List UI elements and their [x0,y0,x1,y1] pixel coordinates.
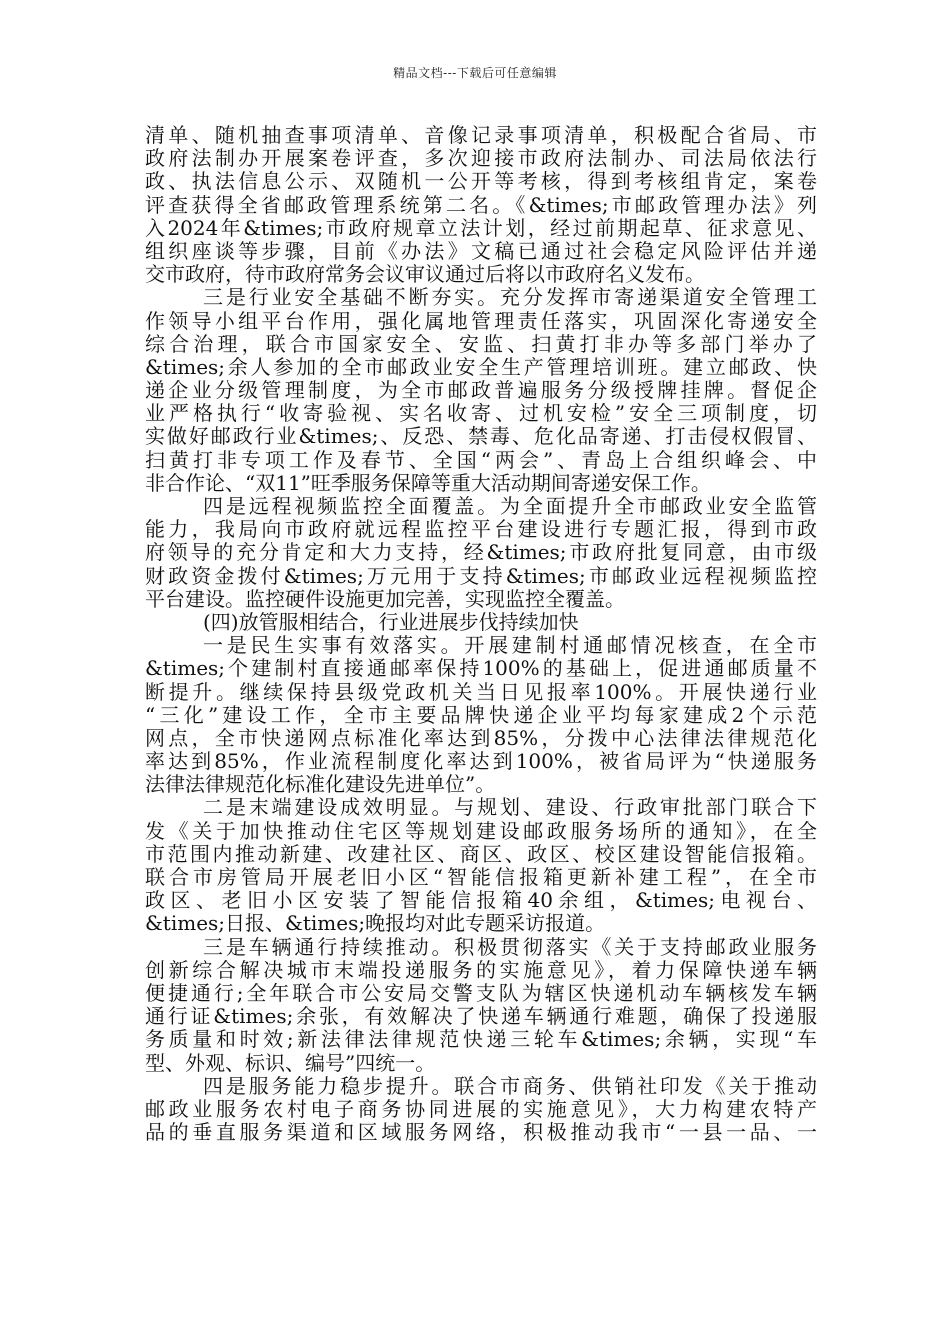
text-line: 政府法制办开展案卷评查，多次迎接市政府法制办、司法局依法行 [145,147,817,171]
text-line: “三化”建设工作，全市主要品牌快递企业平均每家建成2个示范 [145,703,817,727]
text-line: 扫黄打非专项工作及春节、全国“两会”、青岛上合组织峰会、中 [145,448,817,472]
text-line: 四是服务能力稳步提升。联合市商务、供销社印发《关于推动 [203,1074,817,1098]
text-line: 入2024年&times;市政府规章立法计划，经过前期起草、征求意见、 [145,216,817,240]
text-line: 三是车辆通行持续推动。积极贯彻落实《关于支持邮政业服务 [203,935,817,959]
text-line: 联合市房管局开展老旧小区“智能信报箱更新补建工程”，在全市 [145,866,817,889]
text-line: 三是行业安全基础不断夯实。充分发挥市寄递渠道安全管理工 [203,286,817,310]
text-line: 型、外观、标识、编号”四统一。 [145,1051,436,1075]
text-line: 一是民生实事有效落实。开展建制村通邮情况核查，在全市 [203,634,817,658]
page-header: 精品文档---下载后可任意编辑 [393,66,557,80]
text-line: &times;余人参加的全市邮政业安全生产管理培训班。建立邮政、快 [145,355,817,379]
text-line: 交市政府，待市政府常务会议审议通过后将以市政府名义发布。 [145,263,705,287]
text-line: (四)放管服相结合，行业进展步伐持续加快 [203,610,579,634]
text-line: 二是末端建设成效明显。与规划、建设、行政审批部门联合下 [203,796,817,820]
text-line: 清单、随机抽查事项清单、音像记录事项清单，积极配合省局、市 [145,124,817,147]
text-line: &times;个建制村直接通邮率保持100%的基础上，促进通邮质量不 [145,657,817,681]
text-line: 邮政业服务农村电子商务协同进展的实施意见》，大力构建农特产 [145,1097,817,1121]
text-line: 能力，我局向市政府就远程监控平台建设进行专题汇报，得到市政 [145,518,817,542]
text-line: 递企业分级管理制度，为全市邮政普遍服务分级授牌挂牌。督促企 [145,379,817,403]
text-line: 法律法律规范化标准化建设先进单位”。 [145,773,496,797]
text-line: 市范围内推动新建、改建社区、商区、政区、校区建设智能信报箱。 [145,842,817,866]
text-line: 网点，全市快递网点标准化率达到85%，分拨中心法律法律规范化 [145,726,817,750]
text-line: &times;日报、&times;晚报均对此专题采访报道。 [145,912,606,936]
text-line: 品的垂直服务渠道和区域服务网络，积极推动我市“一县一品、一 [145,1121,817,1145]
text-line: 实做好邮政行业&times;、反恐、禁毒、危化品寄递、打击侵权假冒、 [145,425,817,449]
text-line: 非合作论、“双11”旺季服务保障等重大活动期间寄递安保工作。 [145,471,711,495]
text-line: 平台建设。监控硬件设施更加完善，实现监控全覆盖。 [145,587,625,611]
text-line: 便捷通行;全年联合市公安局交警支队为辖区快递机动车辆核发车辆 [145,981,817,1005]
text-line: 通行证&times;余张，有效解决了快递车辆通行难题，确保了投递服 [145,1005,817,1029]
text-line: 四是远程视频监控全面覆盖。为全面提升全市邮政业安全监管 [203,495,817,518]
text-line: 综合治理，联合市国家安全、安监、扫黄打非办等多部门举办了 [145,332,817,356]
text-line: 创新综合解决城市末端投递服务的实施意见》，着力保障快递车辆 [145,958,817,982]
text-line: 断提升。继续保持县级党政机关当日见报率100%。开展快递行业 [145,680,817,704]
text-line: 评查获得全省邮政管理系统第二名。《&times;市邮政管理办法》列 [145,193,817,217]
text-line: 政区、老旧小区安装了智能信报箱40余组，&times;电视台、 [145,889,817,913]
text-line: 率达到85%，作业流程制度化率达到100%，被省局评为“快递服务 [145,750,817,774]
text-line: 发《关于加快推动住宅区等规划建设邮政服务场所的通知》，在全 [145,819,817,843]
document-body [145,124,817,1144]
text-line: 政、执法信息公示、双随机一公开等考核，得到考核组肯定，案卷 [145,170,817,194]
text-line: 业严格执行“收寄验视、实名收寄、过机安检”安全三项制度，切 [145,402,817,426]
text-line: 财政资金拨付&times;万元用于支持&times;市邮政业远程视频监控 [145,564,817,588]
text-line: 组织座谈等步骤，目前《办法》文稿已通过社会稳定风险评估并递 [145,239,817,263]
text-line: 作领导小组平台作用，强化属地管理责任落实，巩固深化寄递安全 [145,309,817,333]
text-line: 务质量和时效;新法律法律规范快递三轮车&times;余辆，实现“车 [145,1028,817,1052]
text-line: 府领导的充分肯定和大力支持，经&times;市政府批复同意，由市级 [145,541,817,565]
